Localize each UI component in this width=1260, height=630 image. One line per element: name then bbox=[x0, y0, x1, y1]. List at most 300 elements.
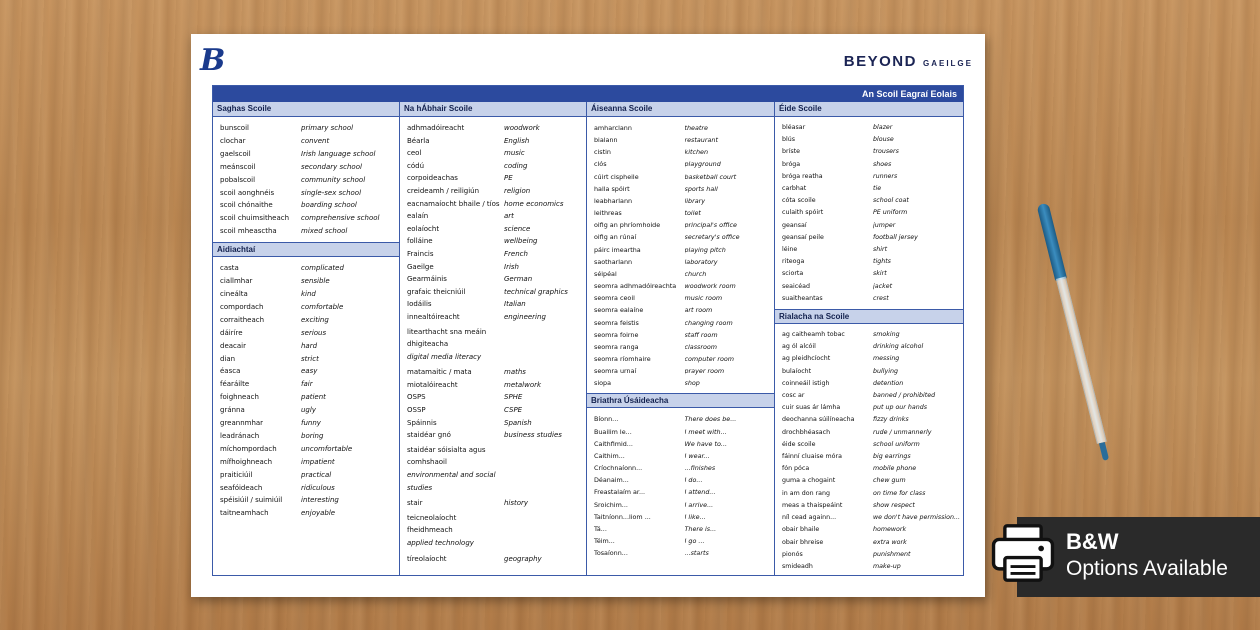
english-term: woodwork bbox=[504, 124, 540, 132]
irish-term: dian bbox=[220, 354, 236, 363]
list-item bbox=[587, 438, 774, 450]
english-term: blouse bbox=[873, 136, 894, 144]
worksheet bbox=[191, 34, 985, 597]
list-item bbox=[775, 195, 963, 207]
list-item bbox=[775, 341, 963, 353]
irish-term: meas a thaispeáint bbox=[782, 501, 843, 509]
irish-term: gránna bbox=[220, 406, 245, 415]
irish-term: oifig an rúnaí bbox=[594, 233, 637, 242]
list-item bbox=[587, 280, 774, 292]
irish-term: creideamh / reiligiún bbox=[407, 186, 480, 195]
list-item bbox=[775, 159, 963, 171]
list-item bbox=[213, 212, 399, 225]
english-term: primary school bbox=[301, 124, 354, 132]
irish-term: scoil mheasctha bbox=[220, 227, 277, 236]
list-item bbox=[775, 500, 963, 512]
list-item bbox=[213, 225, 399, 238]
irish-term: ciallmhar bbox=[220, 277, 253, 286]
list-item bbox=[400, 210, 586, 223]
irish-term: páirc imeartha bbox=[594, 245, 641, 254]
list-item bbox=[587, 219, 774, 231]
list-item bbox=[587, 304, 774, 316]
list-item bbox=[400, 379, 586, 392]
english-term: SPHE bbox=[504, 393, 523, 402]
irish-term: Téim... bbox=[594, 537, 615, 545]
list-item bbox=[775, 537, 963, 549]
irish-term: OSPS bbox=[407, 393, 426, 402]
english-term: chew gum bbox=[873, 477, 906, 485]
english-term: Irish bbox=[504, 262, 519, 271]
irish-term: obair bhreise bbox=[782, 538, 824, 546]
list-item bbox=[213, 327, 399, 340]
list-item bbox=[213, 365, 399, 378]
english-term: drinking alcohol bbox=[873, 343, 924, 351]
list-item bbox=[775, 488, 963, 500]
english-term: jacket bbox=[873, 282, 893, 290]
english-term: boarding school bbox=[301, 201, 357, 210]
english-term: runners bbox=[873, 172, 898, 180]
list-item bbox=[775, 220, 963, 232]
irish-term: meánscoil bbox=[220, 162, 256, 171]
irish-term: Béarla bbox=[407, 136, 430, 145]
brand-sub: GAEILGE bbox=[922, 59, 973, 68]
word-list bbox=[775, 117, 963, 309]
english-term: serious bbox=[301, 328, 327, 337]
english-term: home economics bbox=[504, 199, 564, 208]
list-item bbox=[775, 512, 963, 524]
irish-term: greannmhar bbox=[220, 419, 264, 428]
word-list bbox=[775, 324, 963, 577]
irish-term: Críochnaíonn... bbox=[594, 464, 643, 473]
irish-term: OSSP bbox=[407, 406, 426, 415]
irish-term: séipéal bbox=[594, 269, 617, 278]
english-term: put up our hands bbox=[873, 404, 928, 412]
badge-title: B&W bbox=[1066, 529, 1119, 554]
english-term: fair bbox=[301, 380, 313, 389]
english-term: library bbox=[684, 196, 706, 205]
list-item bbox=[587, 231, 774, 243]
english-term: laboratory bbox=[684, 257, 718, 266]
list-item bbox=[400, 248, 586, 261]
list-item bbox=[400, 185, 586, 198]
list-item bbox=[400, 273, 586, 286]
english-term: jumper bbox=[873, 221, 896, 229]
irish-term: Tosaíonn... bbox=[594, 549, 628, 558]
english-term: community school bbox=[301, 175, 366, 184]
irish-term: foighneach bbox=[220, 393, 259, 402]
list-item bbox=[587, 158, 774, 170]
list-item bbox=[213, 378, 399, 391]
list-item bbox=[400, 429, 586, 442]
irish-term: culaith spóirt bbox=[782, 209, 824, 217]
list-item bbox=[213, 353, 399, 366]
irish-term: obair bhaile bbox=[782, 526, 820, 534]
irish-term: scoil chuimsitheach bbox=[220, 214, 290, 223]
irish-term: Sroichim... bbox=[594, 500, 628, 509]
irish-term: seomra ranga bbox=[594, 342, 639, 351]
list-item bbox=[213, 122, 399, 135]
english-term: ugly bbox=[301, 406, 316, 415]
irish-term: amharclann bbox=[594, 124, 632, 132]
list-item bbox=[213, 469, 399, 482]
irish-term: bunscoil bbox=[220, 124, 249, 132]
column-2 bbox=[400, 102, 587, 576]
english-term: practical bbox=[301, 470, 332, 479]
irish-term: folláine bbox=[407, 237, 433, 246]
english-term: PE uniform bbox=[873, 209, 908, 217]
list-item bbox=[775, 232, 963, 244]
irish-term: pobalscoil bbox=[220, 175, 256, 184]
irish-term: bróga bbox=[782, 160, 801, 168]
list-item bbox=[400, 417, 586, 430]
english-term: ...finishes bbox=[684, 464, 716, 473]
list-item bbox=[587, 244, 774, 256]
list-item bbox=[587, 547, 774, 559]
list-item bbox=[587, 146, 774, 158]
irish-term: ceol bbox=[407, 149, 422, 158]
english-term: school uniform bbox=[873, 440, 920, 448]
list-item bbox=[775, 329, 963, 341]
english-term: detention bbox=[873, 379, 904, 387]
list-item bbox=[775, 475, 963, 487]
list-item: litearthacht sna meáin dhigiteacha digital media literacy bbox=[407, 327, 487, 361]
list-item bbox=[587, 353, 774, 365]
irish-term: Caithfimid... bbox=[594, 439, 633, 448]
irish-term: féaráilte bbox=[220, 380, 250, 389]
irish-term: éasca bbox=[220, 367, 241, 376]
english-term: metalwork bbox=[504, 380, 542, 389]
irish-term: Freastalaím ar... bbox=[594, 488, 646, 497]
english-term: German bbox=[504, 275, 533, 284]
list-item bbox=[775, 439, 963, 451]
irish-term: cistin bbox=[594, 148, 611, 157]
irish-term: Bíonn... bbox=[594, 415, 619, 424]
english-term: boring bbox=[301, 431, 324, 440]
list-item bbox=[400, 172, 586, 185]
english-term: There does be... bbox=[684, 415, 737, 424]
english-term: art bbox=[504, 212, 514, 221]
list-item bbox=[587, 268, 774, 280]
list-item bbox=[587, 183, 774, 195]
list-item bbox=[213, 262, 399, 275]
irish-term: in am don rang bbox=[782, 489, 831, 497]
list-item bbox=[400, 497, 586, 510]
list-item bbox=[587, 462, 774, 474]
english-term: single-sex school bbox=[301, 188, 362, 197]
irish-term: leadránach bbox=[220, 431, 260, 440]
irish-term: ag ól alcóil bbox=[782, 343, 816, 351]
irish-term: gaelscoil bbox=[220, 149, 251, 158]
list-item bbox=[587, 122, 774, 134]
irish-term: corraitheach bbox=[220, 315, 265, 324]
list-item bbox=[775, 402, 963, 414]
list-item bbox=[587, 377, 774, 389]
brand-name: BEYOND bbox=[843, 53, 917, 70]
irish-term: taitneamhach bbox=[220, 509, 269, 518]
list-item bbox=[775, 366, 963, 378]
irish-term: mífhoighneach bbox=[220, 457, 273, 466]
english-term: comprehensive school bbox=[301, 214, 380, 223]
list-item bbox=[775, 256, 963, 268]
list-item bbox=[400, 286, 586, 299]
english-term: changing room bbox=[684, 318, 733, 327]
list-item bbox=[587, 365, 774, 377]
irish-term: oifig an phríomhoide bbox=[594, 221, 661, 230]
irish-term: riteoga bbox=[782, 258, 805, 266]
irish-term: deacair bbox=[220, 341, 247, 350]
list-item bbox=[775, 353, 963, 365]
english-term: hard bbox=[301, 341, 318, 350]
english-term: uncomfortable bbox=[301, 444, 353, 453]
irish-term: cóta scoile bbox=[782, 197, 816, 205]
english-term: enjoyable bbox=[301, 509, 336, 518]
printer-icon bbox=[989, 521, 1057, 585]
list-item bbox=[213, 404, 399, 417]
irish-term: siopa bbox=[594, 379, 611, 388]
word-list bbox=[587, 117, 774, 393]
english-term: Irish language school bbox=[301, 149, 376, 158]
list-item bbox=[400, 553, 586, 566]
english-term: sports hall bbox=[684, 184, 718, 193]
list-item: teicneolaíocht fheidhmeach applied technology bbox=[407, 513, 474, 547]
irish-term: miotalóireacht bbox=[407, 380, 458, 389]
english-term: make-up bbox=[873, 562, 901, 570]
list-item bbox=[400, 198, 586, 211]
irish-term: sciorta bbox=[782, 270, 804, 278]
list-item bbox=[400, 311, 586, 324]
list-item bbox=[213, 430, 399, 443]
list-item bbox=[775, 524, 963, 536]
english-term: classroom bbox=[684, 342, 718, 351]
list-item bbox=[775, 171, 963, 183]
english-term: impatient bbox=[301, 457, 335, 466]
list-item bbox=[213, 507, 399, 520]
irish-term: seomra ríomhaire bbox=[594, 354, 651, 363]
list-item bbox=[587, 256, 774, 268]
irish-term: leabharlann bbox=[594, 196, 633, 205]
list-item bbox=[400, 404, 586, 417]
english-term: sensible bbox=[301, 277, 330, 286]
english-term: mixed school bbox=[301, 227, 348, 236]
english-term: football jersey bbox=[873, 233, 918, 241]
irish-term: eacnamaíocht bhaile / tíos bbox=[407, 199, 500, 208]
list-item bbox=[400, 147, 586, 160]
english-term: I attend... bbox=[684, 488, 716, 497]
irish-term: Fraincis bbox=[407, 249, 434, 258]
list-item bbox=[587, 195, 774, 207]
english-term: smoking bbox=[873, 331, 900, 339]
list-item bbox=[213, 275, 399, 288]
english-term: music bbox=[504, 149, 525, 158]
section-heading: Saghas Scoile bbox=[213, 102, 399, 117]
section-heading: Briathra Úsáideacha bbox=[587, 393, 774, 408]
irish-term: cineálta bbox=[220, 289, 248, 298]
list-item bbox=[775, 293, 963, 305]
irish-term: seomra adhmadóireachta bbox=[594, 282, 677, 291]
english-term: history bbox=[504, 499, 529, 508]
english-term: exciting bbox=[301, 315, 329, 324]
irish-term: drochbhéasach bbox=[782, 428, 831, 436]
irish-term: carbhat bbox=[782, 185, 807, 193]
list-item bbox=[587, 450, 774, 462]
list-item bbox=[775, 451, 963, 463]
section-heading: Rialacha na Scoile bbox=[775, 309, 963, 324]
english-term: restaurant bbox=[684, 136, 718, 145]
english-term: toilet bbox=[684, 209, 701, 218]
english-term: geography bbox=[504, 554, 542, 563]
irish-term: stair bbox=[407, 499, 423, 508]
list-item bbox=[775, 281, 963, 293]
english-term: crest bbox=[873, 294, 889, 302]
word-list bbox=[213, 257, 399, 524]
english-term: trousers bbox=[873, 148, 899, 156]
irish-term: Spáinnis bbox=[407, 418, 437, 427]
irish-term: bialann bbox=[594, 136, 618, 145]
irish-term: Gaeilge bbox=[407, 262, 434, 271]
bw-options-badge[interactable] bbox=[1017, 517, 1260, 597]
english-term: playground bbox=[684, 160, 721, 169]
english-term: I like... bbox=[684, 512, 706, 521]
english-term: banned / prohibited bbox=[873, 392, 936, 400]
english-term: shop bbox=[684, 379, 700, 388]
list-item bbox=[587, 292, 774, 304]
irish-term: saotharlann bbox=[594, 257, 633, 266]
irish-term: dáiríre bbox=[220, 328, 243, 337]
english-term: patient bbox=[301, 393, 326, 402]
english-term: secretary's office bbox=[684, 233, 740, 242]
irish-term: Buailim le... bbox=[594, 427, 632, 436]
list-item bbox=[775, 463, 963, 475]
list-item bbox=[587, 486, 774, 498]
list-item bbox=[213, 199, 399, 212]
english-term: we don't have permission... bbox=[873, 514, 961, 522]
irish-term: Iodáilis bbox=[407, 300, 432, 309]
irish-term: geansaí peile bbox=[782, 233, 824, 241]
column-3 bbox=[587, 102, 775, 576]
irish-term: corpoideachas bbox=[407, 174, 458, 183]
list-item bbox=[213, 443, 399, 456]
english-term: Italian bbox=[504, 300, 526, 309]
irish-term: fón póca bbox=[782, 465, 810, 473]
irish-term: clós bbox=[594, 160, 607, 169]
english-term: music room bbox=[684, 294, 723, 303]
list-item bbox=[213, 288, 399, 301]
irish-term: cuir suas ár lámha bbox=[782, 404, 841, 412]
word-list bbox=[400, 117, 586, 569]
section-heading: Éide Scoile bbox=[775, 102, 963, 117]
irish-term: seaicéad bbox=[782, 282, 810, 290]
list-item bbox=[775, 549, 963, 561]
section-heading: Na hÁbhair Scoile bbox=[400, 102, 586, 117]
list-item bbox=[775, 427, 963, 439]
irish-term: níl cead againn... bbox=[782, 514, 837, 522]
list-item: staidéar sóisialta agus comhshaoil environmental and social studies bbox=[407, 445, 496, 492]
irish-term: scoil aonghnéis bbox=[220, 188, 275, 197]
english-term: prayer room bbox=[684, 367, 725, 376]
english-term: business studies bbox=[504, 431, 562, 440]
irish-term: pionós bbox=[782, 550, 803, 558]
english-term: blazer bbox=[873, 124, 893, 131]
english-term: I arrive... bbox=[684, 500, 714, 509]
list-item bbox=[587, 317, 774, 329]
english-term: wellbeing bbox=[504, 237, 538, 246]
list-item bbox=[213, 161, 399, 174]
list-item bbox=[775, 414, 963, 426]
irish-term: fáinní cluaise móra bbox=[782, 453, 842, 461]
list-item bbox=[400, 235, 586, 248]
english-term: easy bbox=[301, 367, 318, 376]
irish-term: Gearmáinis bbox=[407, 275, 447, 284]
english-term: woodwork room bbox=[684, 282, 736, 291]
irish-term: seomra ealaíne bbox=[594, 306, 644, 315]
irish-term: grafaic theicniúil bbox=[407, 287, 466, 296]
irish-term: guma a chogaint bbox=[782, 477, 836, 485]
list-item bbox=[213, 148, 399, 161]
irish-term: bróga reatha bbox=[782, 172, 823, 180]
irish-term: seafóideach bbox=[220, 483, 263, 492]
irish-term: seomra feistis bbox=[594, 318, 639, 327]
badge-subtitle: Options Available bbox=[1066, 557, 1228, 580]
list-item bbox=[400, 223, 586, 236]
section-heading: Aidiachtaí bbox=[213, 242, 399, 257]
irish-term: blús bbox=[782, 136, 796, 144]
section-heading: Áiseanna Scoile bbox=[587, 102, 774, 117]
english-term: kitchen bbox=[684, 148, 709, 157]
list-item bbox=[213, 391, 399, 404]
english-term: church bbox=[684, 269, 707, 278]
english-term: I meet with... bbox=[684, 427, 727, 436]
english-term: mobile phone bbox=[873, 465, 917, 473]
page-title: An Scoil Eagraí Eolais bbox=[213, 86, 963, 102]
english-term: theatre bbox=[684, 124, 708, 132]
irish-term: halla spóirt bbox=[594, 184, 630, 193]
irish-term: smideadh bbox=[782, 562, 813, 570]
list-item bbox=[775, 390, 963, 402]
list-item bbox=[775, 268, 963, 280]
english-term: show respect bbox=[873, 501, 915, 509]
english-term: There is... bbox=[684, 524, 717, 533]
irish-term: compordach bbox=[220, 302, 264, 311]
list-item bbox=[400, 261, 586, 274]
list-item bbox=[213, 187, 399, 200]
list-item bbox=[587, 474, 774, 486]
english-term: I go ... bbox=[684, 537, 705, 545]
english-term: religion bbox=[504, 186, 531, 195]
english-term: fizzy drinks bbox=[873, 416, 909, 424]
irish-term: seomra foirne bbox=[594, 330, 639, 339]
english-term: ...starts bbox=[684, 549, 709, 558]
irish-term: míchompordach bbox=[220, 444, 277, 453]
list-item bbox=[587, 341, 774, 353]
list-item bbox=[213, 301, 399, 314]
english-term: kind bbox=[301, 289, 316, 298]
irish-term: léine bbox=[782, 246, 798, 254]
english-term: computer room bbox=[684, 354, 735, 363]
list-item bbox=[587, 499, 774, 511]
english-term: PE bbox=[504, 174, 513, 183]
word-list bbox=[213, 117, 399, 242]
list-item bbox=[775, 183, 963, 195]
list-item bbox=[775, 122, 963, 134]
english-term: maths bbox=[504, 368, 526, 377]
list-item bbox=[400, 135, 586, 148]
irish-term: cúirt cispheile bbox=[594, 172, 639, 181]
english-term: big earrings bbox=[873, 453, 911, 461]
list-item bbox=[587, 207, 774, 219]
list-item bbox=[213, 174, 399, 187]
list-item bbox=[775, 244, 963, 256]
irish-term: códú bbox=[407, 161, 425, 170]
